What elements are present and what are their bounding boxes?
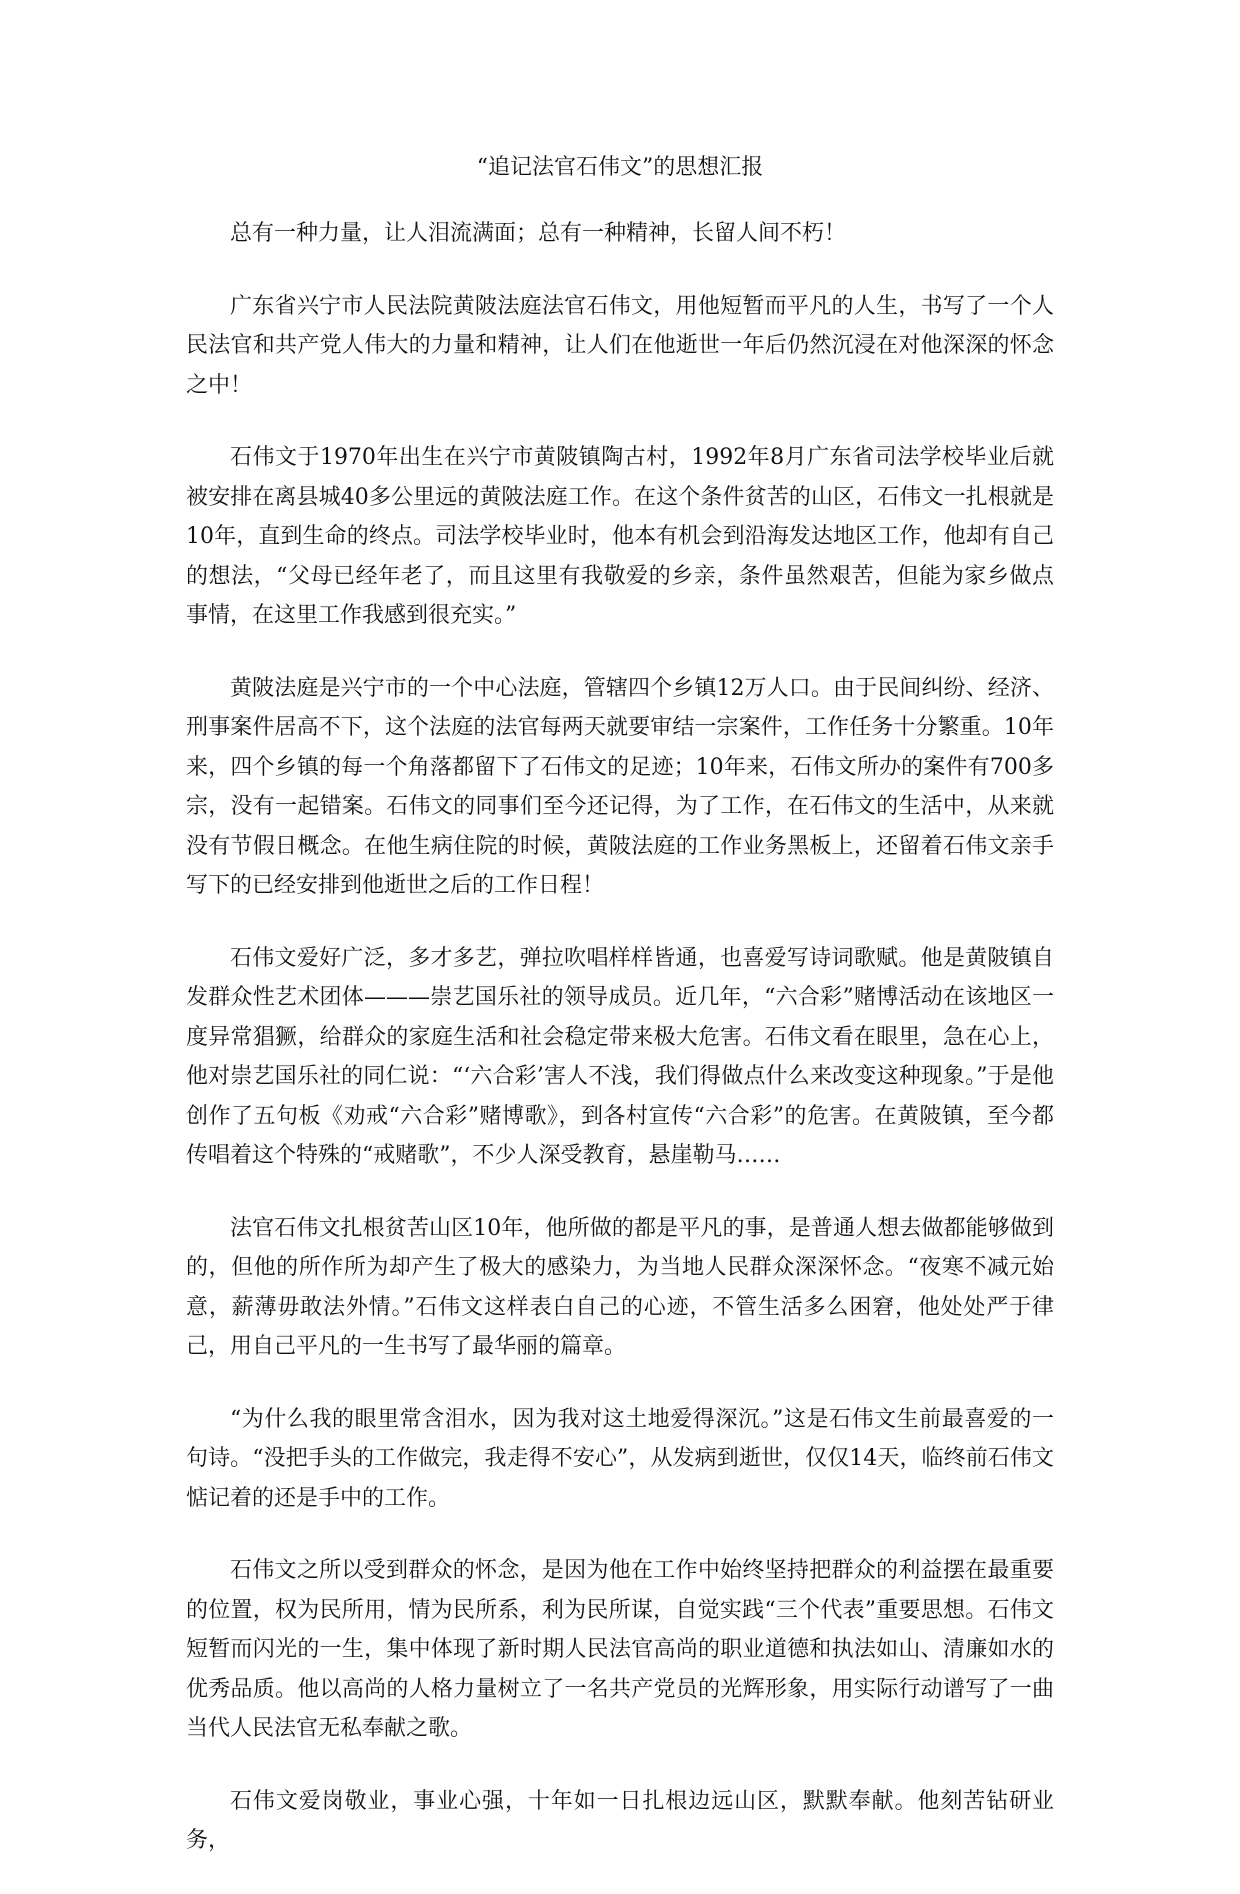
paragraph: 总有一种力量，让人泪流满面；总有一种精神，长留人间不朽！	[230, 221, 847, 246]
paragraph: 黄陂法庭是兴宁市的一个中心法庭，管辖四个乡镇12万人口。由于民间纠纷、经济、刑事案件居高不下，这个法庭的法官每两天就要审结一宗案件，工作任务十分繁重。10年来，四个乡镇的每一个角落都留下了石伟文的足迹；10年来，石伟文所办的案件有700多宗，没有一起错案。石伟文的同事们至今还记得，为了工作，在石伟文的生活中，从来就没有节假日概念。在他生病住院的时候，黄陂法庭的工作业务黑板上，还留着石伟文亲手写下的已经安排到他逝世之后的工作日程！	[186, 675, 1054, 898]
paragraph: 石伟文于1970年出生在兴宁市黄陂镇陶古村，1992年8月广东省司法学校毕业后就被安排在离县城40多公里远的黄陂法庭工作。在这个条件贫苦的山区，石伟文一扎根就是10年，直到生命的终点。司法学校毕业时，他本有机会到沿海发达地区工作，他却有自己的想法，“父母已经年老了，而且这里有我敬爱的乡亲，条件虽然艰苦，但能为家乡做点事情，在这里工作我感到很充实。”	[186, 445, 1054, 628]
paragraph: 法官石伟文扎根贫苦山区10年，他所做的都是平凡的事，是普通人想去做都能够做到的，但他的所作所为却产生了极大的感染力，为当地人民群众深深怀念。“夜寒不减元始意，薪薄毋敢法外情。”石伟文这样表白自己的心迹，不管生活多么困窘，他处处严于律己，用自己平凡的一生书写了最华丽的篇章。	[186, 1215, 1054, 1359]
document-title: “追记法官石伟文”的思想汇报	[476, 155, 764, 180]
document-body	[186, 214, 1054, 1894]
paragraph: “为什么我的眼里常含泪水，因为我对这土地爱得深沉。”这是石伟文生前最喜爱的一句诗。“没把手头的工作做完，我走得不安心”，从发病到逝世，仅仅14天，临终前石伟文惦记着的还是手中的工作。	[186, 1406, 1054, 1511]
paragraph: 石伟文之所以受到群众的怀念，是因为他在工作中始终坚持把群众的利益摆在最重要的位置，权为民所用，情为民所系，利为民所谋，自觉实践“三个代表”重要思想。石伟文短暂而闪光的一生，集中体现了新时期人民法官高尚的职业道德和执法如山、清廉如水的优秀品质。他以高尚的人格力量树立了一名共产党员的光辉形象，用实际行动谱写了一曲当代人民法官无私奉献之歌。	[186, 1558, 1054, 1741]
paragraph: 广东省兴宁市人民法院黄陂法庭法官石伟文，用他短暂而平凡的人生，书写了一个人民法官和共产党人伟大的力量和精神，让人们在他逝世一年后仍然沉浸在对他深深的怀念之中！	[186, 293, 1054, 398]
paragraph: 石伟文爱岗敬业，事业心强，十年如一日扎根边远山区，默默奉献。他刻苦钻研业务，	[186, 1788, 1054, 1853]
paragraph: 石伟文爱好广泛，多才多艺，弹拉吹唱样样皆通，也喜爱写诗词歌赋。他是黄陂镇自发群众性艺术团体———崇艺国乐社的领导成员。近几年，“六合彩”赌博活动在该地区一度异常猖獗，给群众的家庭生活和社会稳定带来极大危害。石伟文看在眼里，急在心上，他对崇艺国乐社的同仁说：“‘六合彩’害人不浅，我们得做点什么来改变这种现象。”于是他创作了五句板《劝戒“六合彩”赌博歌》，到各村宣传“六合彩”的危害。在黄陂镇，至今都传唱着这个特殊的“戒赌歌”，不少人深受教育，悬崖勒马……	[186, 945, 1054, 1168]
